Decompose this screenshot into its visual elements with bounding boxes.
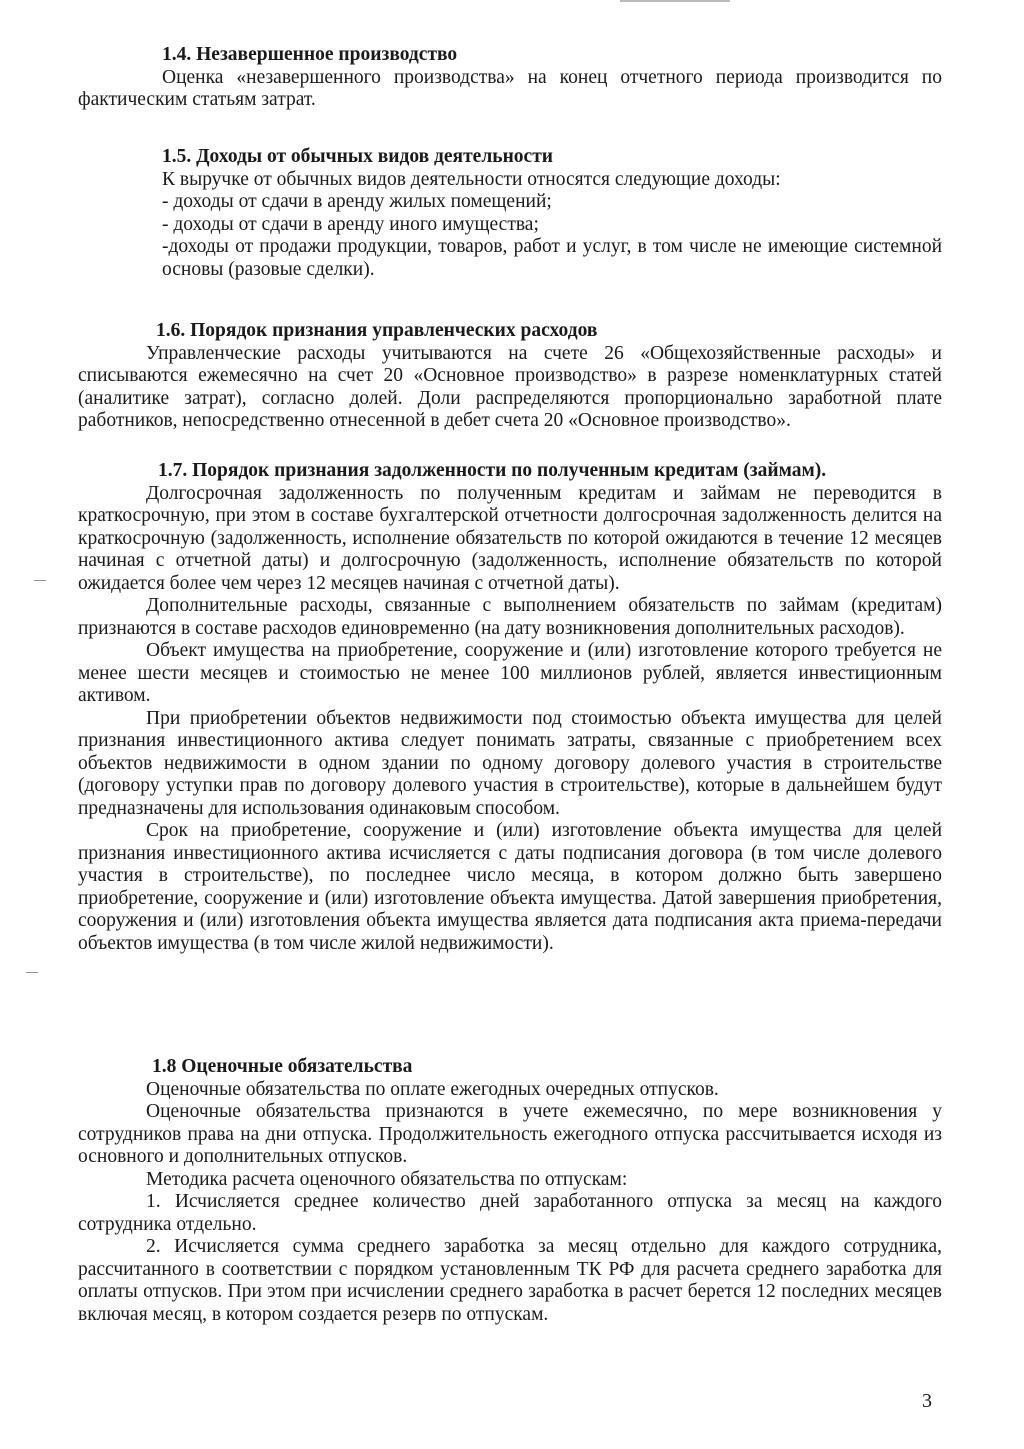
paragraph: 1. Исчисляется среднее количество дней заработанного отпуска за месяц на каждого сотрудника отдельно.: [78, 1191, 942, 1235]
section-1-6: [78, 320, 942, 433]
list-item-text: -доходы от продажи продукции, товаров, работ и услуг, в том числе не имеющие системной основы (разовые сделки).: [162, 236, 942, 280]
section-title: 1.7. Порядок признания задолженности по полученным кредитам (займам).: [158, 460, 827, 481]
section-title: 1.6. Порядок признания управленческих расходов: [156, 320, 598, 341]
section-1-7: [78, 460, 942, 955]
paragraph: Методика расчета оценочного обязательства по отпускам:: [146, 1168, 628, 1190]
list-item: - доходы от сдачи в аренду жилых помещений;: [162, 191, 552, 212]
paragraph: К выручке от обычных видов деятельности относятся следующие доходы:: [162, 168, 781, 190]
section-1-4: [78, 44, 942, 112]
section-title: 1.8 Оценочные обязательства: [152, 1056, 413, 1077]
section-1-8: [78, 1056, 942, 1326]
list-item: - доходы от сдачи в аренду иного имущества;: [162, 213, 539, 235]
paragraph: Оценочные обязательства по оплате ежегодных очередных отпусков.: [146, 1078, 719, 1100]
paragraph: Срок на приобретение, сооружение и (или) изготовление объекта имущества для целей признания инвестиционного актива исчисляется с даты подписания договора (в том числе долевого участия в строительстве), по последнее число месяца, в котором должно быть завершено приобретение, сооружение и (или) изготовление объекта имущества. Датой завершения приобретения, сооружения и (или) изготовления объекта имущества является дата подписания акта приема-передачи объектов имущества (в том числе жилой недвижимости).: [78, 820, 942, 954]
paragraph: 2. Исчисляется сумма среднего заработка за месяц отдельно для каждого сотрудника, рассчитанного в соответствии с порядком установленным ТК РФ для расчета среднего заработка для оплаты отпусков. При этом при исчислении среднего заработка в расчет берется 12 последних месяцев включая месяц, в котором создается резерв по отпускам.: [78, 1236, 942, 1325]
paragraph: При приобретении объектов недвижимости под стоимостью объекта имущества для целей признания инвестиционного актива следует понимать затраты, связанные с приобретением всех объектов недвижимости в одном здании по одному договору долевого участия в строительстве (договору уступки прав по договору долевого участия в строительстве), которые в дальнейшем будут предназначены для использования одинаковым способом.: [78, 707, 942, 819]
section-1-5: [78, 146, 942, 281]
scan-artifact-line: [620, 0, 730, 2]
paragraph: Объект имущества на приобретение, сооружение и (или) изготовление которого требуется не менее шести месяцев и стоимостью не менее 100 миллионов рублей, является инвестиционным активом.: [78, 640, 942, 706]
paragraph: Оценка «незавершенного производства» на конец отчетного периода производится по фактическим статьям затрат.: [78, 66, 942, 110]
scan-artifact-mark: [26, 972, 38, 973]
paragraph: Управленческие расходы учитываются на счете 26 «Общехозяйственные расходы» и списываются ежемесячно на счет 20 «Основное производство» в разрезе номенклатурных статей (аналитике затрат), согласно долей. Доли распределяются пропорционально заработной плате работников, непосредственно отнесенной в дебет счета 20 «Основное производство».: [78, 342, 942, 431]
list-item: [78, 236, 942, 281]
paragraph: Дополнительные расходы, связанные с выполнением обязательств по займам (кредитам) признаются в составе расходов единовременно (на дату возникновения дополнительных расходов).: [78, 595, 942, 639]
page-number: 3: [922, 1390, 932, 1412]
scan-artifact-mark: [34, 580, 46, 581]
section-title: 1.4. Незавершенное производство: [162, 44, 458, 65]
paragraph: Оценочные обязательства признаются в учете ежемесячно, по мере возникновения у сотрудников права на дни отпуска. Продолжительность ежегодного отпуска рассчитывается исходя из основного и дополнительных отпусков.: [78, 1101, 942, 1167]
section-title: 1.5. Доходы от обычных видов деятельности: [162, 146, 554, 167]
paragraph: Долгосрочная задолженность по полученным кредитам и займам не переводится в краткосрочную, при этом в составе бухгалтерской отчетности долгосрочная задолженность делится на краткосрочную (задолженность, исполнение обязательств по которой ожидаются в течение 12 месяцев начиная с отчетной даты) и долгосрочную (задолженность, исполнение обязательств по которой ожидается более чем через 12 месяцев начиная с отчетной даты).: [78, 482, 942, 594]
